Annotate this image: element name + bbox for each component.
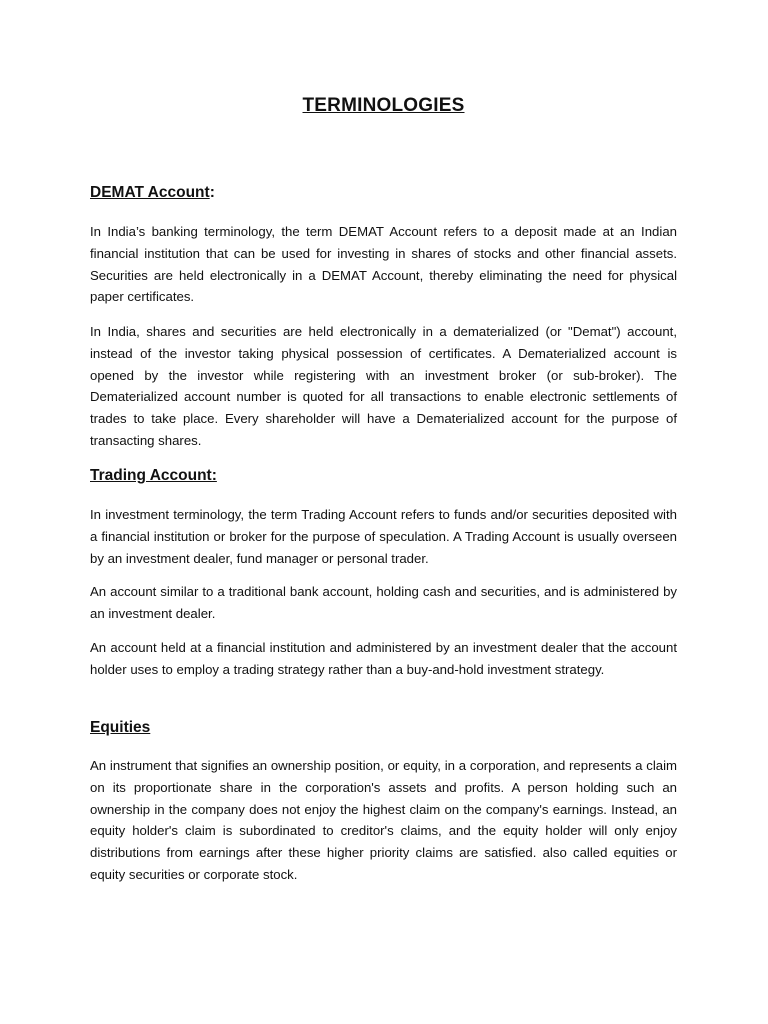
paragraph-demat-2: In India, shares and securities are held electronically in a dematerialized (or "Demat") account, instead of the investor taking physical possession of certificates. A Dematerialized account is opened by the investor while registering with an investment broker (or sub-broker). The Dematerialized account number is quoted for all transactions to enable electronic settlements of trades to take place. Every shareholder will have a Dematerialized account for the purpose of transacting shares. <box>90 324 677 448</box>
section-heading-suffix: : <box>209 184 215 201</box>
section-heading-equities: Equities <box>90 719 151 736</box>
section-heading-demat-account <box>90 184 215 202</box>
paragraph-trading-1: In investment terminology, the term Trading Account refers to funds and/or securities deposited with a financial institution or broker for the purpose of speculation. A Trading Account is usually overseen by an investment dealer, fund manager or personal trader. <box>90 507 677 566</box>
section-heading-text: DEMAT Account <box>90 184 210 201</box>
section-heading-trading-account: Trading Account: <box>90 467 217 484</box>
paragraph-trading-2: An account similar to a traditional bank account, holding cash and securities, and is administered by an investment dealer. <box>90 584 677 621</box>
paragraph-equities-1: An instrument that signifies an ownership position, or equity, in a corporation, and represents a claim on its proportionate share in the corporation's assets and profits. A person holding such an ownership in the company does not enjoy the highest claim on the company's earnings. Instead, an equity holder's claim is subordinated to creditor's claims, and the equity holder will only enjoy distributions from earnings after these higher priority claims are satisfied. also called equities or equity securities or corporate stock. <box>90 758 677 882</box>
paragraph-trading-3: An account held at a financial institution and administered by an investment dealer that the account holder uses to employ a trading strategy rather than a buy-and-hold investment strategy. <box>90 640 677 677</box>
paragraph-demat-1: In India’s banking terminology, the term DEMAT Account refers to a deposit made at an Indian financial institution that can be used for investing in shares of stocks and other financial assets. Securities are held electronically in a DEMAT Account, thereby eliminating the need for physical paper certificates. <box>90 224 677 305</box>
page-title: TERMINOLOGIES <box>302 95 465 116</box>
